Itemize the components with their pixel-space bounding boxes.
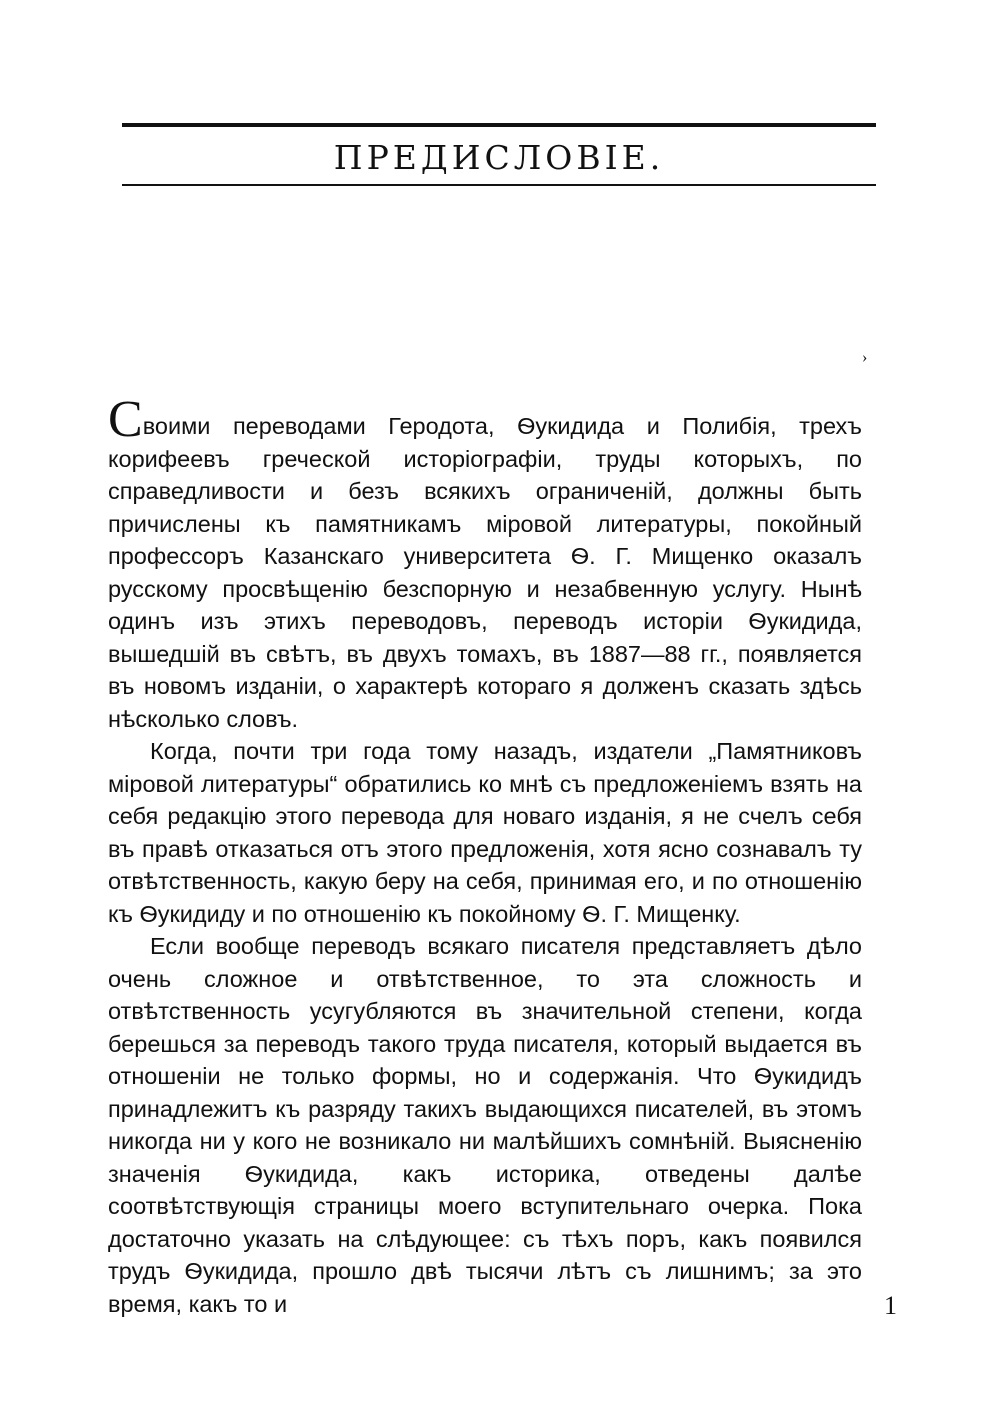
dropcap: С (108, 391, 143, 448)
paragraph-3: Если вообще переводъ всякаго писателя представляетъ дѣло очень сложное и отвѣтственное, то эта сложность и отвѣтственность усугубляются въ значительной степени, когда берешься за переводъ такого труда писателя, который выдается въ отношеніи не только формы, но и содержанія. Что Ѳукидидъ принадлежитъ къ разряду такихъ выдающихся писателей, въ этомъ никогда ни у кого не возникало ни малѣйшихъ сомнѣній. Выясненію значенія Ѳукидида, какъ историка, отведены далѣе соотвѣтствующія страницы моего вступительнаго очерка. Пока достаточно указать на слѣдующее: съ тѣхъ поръ, какъ появился трудъ Ѳукидида, прошло двѣ тысячи лѣтъ съ лишнимъ; за это время, какъ то и (108, 933, 862, 1317)
header-rule-bottom (122, 184, 876, 186)
paragraph-1 (108, 391, 862, 735)
paragraph-2: Когда, почти три года тому назадъ, издатели „Памятниковъ міровой литературы“ обратились ко мнѣ съ предложеніемъ взять на себя редакцію этого перевода для новаго изданія, я не счелъ себя въ правѣ отказаться отъ этого предложенія, хотя ясно сознавалъ ту отвѣтственность, какую беру на себя, принимая его, и по отношенію къ Ѳукидиду и по отношенію къ покойному Ѳ. Г. Мищенку. (108, 738, 862, 927)
header-rule-top (122, 123, 876, 127)
paragraph-1-text: воими переводами Геродота, Ѳукидида и Полибія, трехъ корифеевъ греческой исторіографіи, труды которыхъ, по справедливости и безъ всякихъ ограниченій, должны быть причислены къ памятникамъ міровой литературы, покойный профессоръ Казанскаго университета Ѳ. Г. Мищенко оказалъ русскому просвѣщенію безспорную и незабвенную услугу. Нынѣ одинъ изъ этихъ переводовъ, переводъ исторіи Ѳукидида, вышедшій въ свѣтъ, въ двухъ томахъ, въ 1887—88 гг., появляется въ новомъ изданіи, о характерѣ котораго я долженъ сказать здѣсь нѣсколько словъ. (108, 413, 862, 732)
stray-mark: › (862, 349, 868, 366)
page-number: 1 (884, 1291, 897, 1320)
body-text (108, 391, 862, 1320)
page-title: ПРЕДИСЛОВІЕ. (333, 138, 665, 177)
